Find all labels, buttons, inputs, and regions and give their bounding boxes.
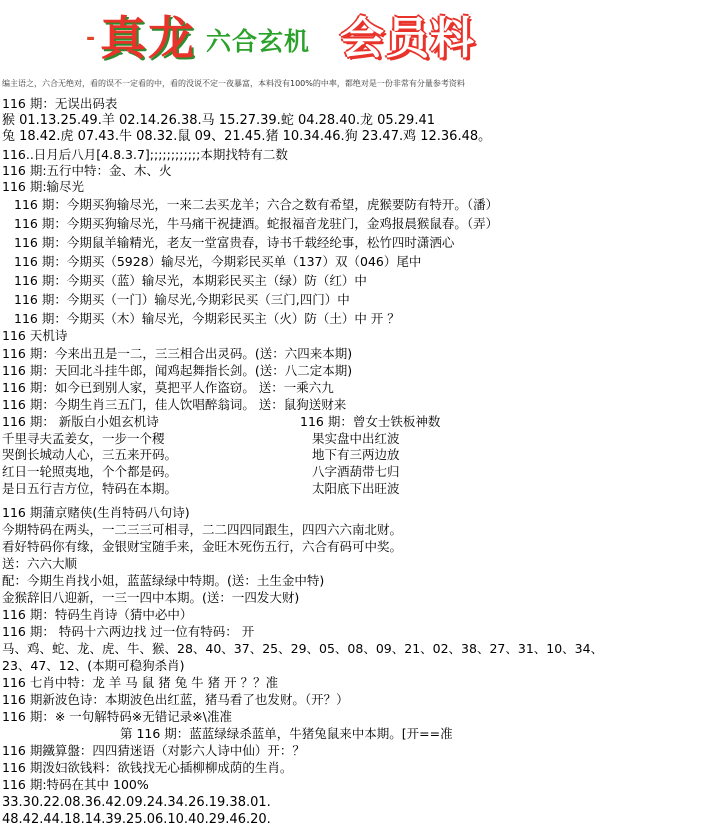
header-banner	[0, 0, 720, 80]
content-line: 配：今期生肖找小姐，蓝蓝绿绿中特期。(送：土生金中特)	[2, 573, 325, 588]
number-table-row: 猴 01.13.25.49.羊 02.14.26.38.马 15.27.39.蛇 04.28.40.龙 05.29.41	[2, 113, 435, 128]
content-line: 送：六六大顺	[2, 556, 78, 571]
title-dash: -	[86, 26, 96, 51]
content-line: 看好特码你有缘，金银财宝随手来，金旺木死伤五行，六合有码可中奖。	[2, 539, 403, 554]
content-line: 116 期泼妇欲钱料：欲钱找无心插柳柳成荫的生肖。	[2, 760, 293, 775]
number-list: 33.30.22.08.36.42.09.24.34.26.19.38.01.	[2, 795, 271, 810]
content-line: 今期特码在两头，一二三三可相寻，二二四四同跟生，四四六六南北财。	[2, 522, 403, 537]
content-line: 116 期：今来出丑是一二，三三相合出灵码。(送：六四来本期)	[2, 346, 353, 361]
content-line: 马、鸡、蛇、龙、虎、牛、猴、28、40、37、25、29、05、08、09、21、02、38、27、31、10、34、	[2, 641, 604, 656]
right-poem-line: 地下有三两边放	[312, 447, 400, 462]
content-line: 116 期：天回北斗挂牛郎，闻鸡起舞指长剑。(送：八二定本期)	[2, 363, 353, 378]
content-line: 116 期：今期买（木）输尽光，今期彩民买主（火）防（土）中 开 ？	[14, 311, 400, 326]
content-line: 116 期：如今已到别人家，莫把平人作盗窃。 送：一乘六九	[2, 380, 334, 395]
content-line: 116 七肖中特：龙 羊 马 鼠 猪 兔 牛 猪 开 ？？准	[2, 675, 279, 690]
number-list: 48.42.44.18.14.39.25.06.10.40.29.46.20.	[2, 812, 271, 827]
section-heading: 116 期：无误出码表	[2, 96, 118, 111]
title-part-1: 真龙	[100, 11, 196, 65]
poem-line: 红日一轮照夷地，个个都是码。	[2, 464, 178, 479]
content-line: 第 116 期：蓝蓝绿绿杀蓝单，牛猪兔鼠来中本期。[开==准	[120, 726, 453, 741]
content-line: 116 期：今期买狗输尽光，牛马痛干祝捷酒。蛇报福音龙驻门，金鸡报晨猴鼠春。（弄）	[14, 216, 499, 231]
title-part-2: 六合玄机	[206, 27, 311, 56]
title-part-3: 会员料	[340, 13, 475, 64]
right-poem-line: 八字酒葫带七归	[312, 464, 400, 479]
section-heading: 116 期蒲京赌侠(生肖特码八句诗)	[2, 505, 190, 520]
content-line: 116 期： 特码十六两边找 过一位有特码： 开	[2, 624, 255, 639]
poem-line: 哭倒长城动人心，三五来开码。	[2, 447, 178, 462]
content-line: 116 期鐵算盤：四四猜迷语（对影六人诗中仙）开：？	[2, 743, 305, 758]
right-poem-line: 太阳底下出旺波	[312, 481, 400, 496]
section-heading: 116 期： 新版白小姐玄机诗	[2, 414, 159, 429]
poem-line: 千里寻夫孟姜女，一步一个稷	[2, 431, 165, 446]
content-line: 116 期：今期买（一门）输尽光,今期彩民买（三门,四门）中	[14, 292, 350, 307]
section-heading: 116 天机诗	[2, 328, 68, 343]
right-poem-line: 果实盘中出红波	[312, 431, 400, 446]
content-line: 23、47、12、(本期可稳狗杀肖)	[2, 658, 185, 673]
number-table-row: 兔 18.42.虎 07.43.牛 08.32.鼠 09、21.45.猪 10.34.46.狗 23.47.鸡 12.36.48。	[2, 129, 492, 144]
content-line: 116 期:五行中特：金、木、火	[2, 163, 172, 178]
content-line: 116 期：今期买（蓝）输尽光，本期彩民买主（绿）防（红）中	[14, 273, 367, 288]
poem-line: 是日五行吉方位，特码在本期。	[2, 481, 178, 496]
content-line: 116..日月后八月[4.8.3.7];;;;;;;;;;;;本期找特有二数	[2, 147, 288, 162]
content-line: 116 期：今期买狗输尽光，一来二去买龙羊；六合之数有希望，虎猴要防有特开。（潘）	[14, 197, 499, 212]
content-line: 金猴辞旧八迎新，一三一四中本期。(送：一四发大财)	[2, 590, 300, 605]
content-line: 116 期新波色诗：本期波色出红蓝，猪马看了也发财。（开？）	[2, 692, 349, 707]
content-line: 116 期:特码在其中 100%	[2, 777, 149, 792]
content-line: 116 期：今期生肖三五门，佳人饮唱醉翁词。 送：鼠狗送财来	[2, 397, 347, 412]
content-line: 116 期：今期鼠羊输精光，老友一堂富贵春，诗书千载经纶事，松竹四时潇洒心	[14, 235, 455, 250]
content-line: 116 期：特码生肖诗（猜中必中）	[2, 607, 193, 622]
content-line: 116 期：※ 一句解特码※无错记录※\准准	[2, 709, 232, 724]
right-section-heading: 116 期：曾女士铁板神数	[300, 414, 441, 429]
content-line: 116 期：今期买（5928）输尽光，今期彩民买单（137）双（046）尾中	[14, 254, 422, 269]
section-heading: 116 期:输尽光	[2, 179, 85, 194]
notice-text: 编主语之，六合无绝对，看的误不一定看的中，看的没说不定一夜暴富，本料没有100%的中率，都绝对是一份非常有分量参考资料	[2, 79, 465, 88]
